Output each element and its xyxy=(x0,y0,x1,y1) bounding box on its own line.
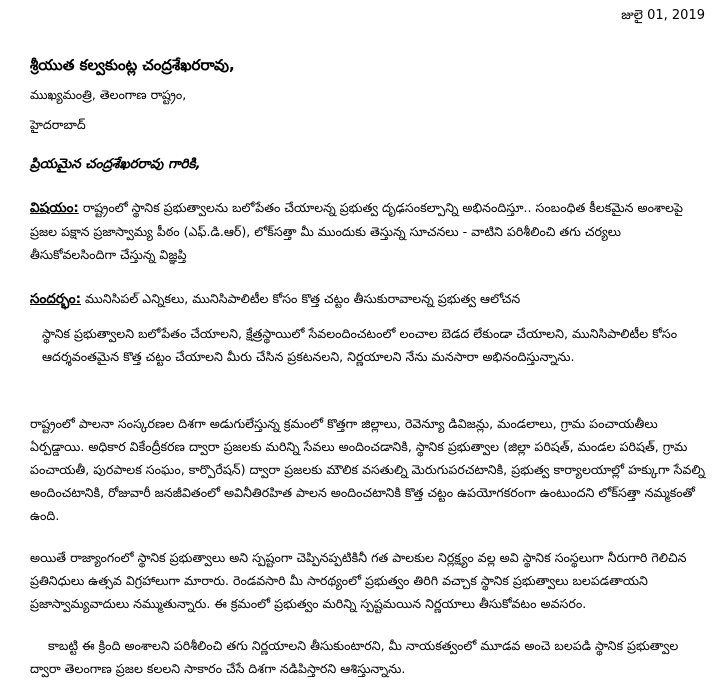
recipient-city: హైదరాబాద్ xyxy=(30,117,86,132)
body-paragraph-3: అయితే రాజ్యాంగంలో స్థానిక ప్రభుత్వాలు అని స్పష్టంగా చెప్పినప్పటికినీ గత పాలకుల నిర్లక్ష్యం వల్ల అవి స్థానిక సంస్థలుగా నీరుగారి గెలిచిన ప్రతినిధులు ఉత్సవ విగ్రహాలుగా మారారు. రెండవసారి మీ సారథ్యంలో ప్రభుత్వం తిరిగి వచ్చాక స్థానిక ప్రభుత్వాలు బలపడతాయని ప్రజాస్వామ్యవాదులు నమ్ముతున్నారు. ఈ క్రమంలో ప్రభుత్వం మరిన్ని స్పష్టమయిన నిర్ణయాలు తీసుకోవటం అవసరం. xyxy=(30,550,687,611)
recipient-name: శ్రీయుత కల్వకుంట్ల చంద్రశేఖరరావు, xyxy=(30,56,235,74)
context-text: మునిసిపల్ ఎన్నికలు, మునిసిపాలిటీల కోసం కొత్త చట్టం తీసుకురావాలన్న ప్రభుత్వ ఆలోచన xyxy=(81,291,521,306)
body-paragraph-2: రాష్ట్రంలో పాలనా సంస్కరణల దిశగా అడుగులేస్తున్న క్రమంలో కొత్తగా జిల్లాలు, రెవెన్యూ డివిజన్లు, మండలాలు, గ్రామ పంచాయతీలు ఏర్పడ్డాయి. అధికార వికేంద్రీకరణ ద్వారా ప్రజలకు మరిన్ని సేవలు అందించడానికి, స్థానిక ప్రభుత్వాల (జిల్లా పరిషత్, మండల పరిషత్, గ్రామ పంచాయతీ, పురపాలక సంఘం, కార్పొరేషన్) ద్వారా ప్రజలకు మౌలిక వసతుల్ని మెరుగుపరచటానికి, ప్రభుత్వ కార్యాలయాల్లో హక్కుగా సేవల్ని అందించటానికి, రోజువారీ జనజీవితంలో అవినీతిరహిత పాలన అందించటానికి కొత్త చట్టం ఉపయోగకరంగా ఉంటుందని లోక్‌సత్తా నమ్మకంతో ఉంది. xyxy=(30,416,705,523)
subject-text: రాష్ట్రంలో స్థానిక ప్రభుత్వాలను బలోపేతం చేయాలన్న ప్రభుత్వ దృఢసంకల్పాన్ని అభినందిస్తూ.. సంబంధిత కీలకమైన అంశాలపై ప్రజల పక్షాన ప్రజాస్వామ్య పీఠం (ఎఫ్.డి.ఆర్), లోక్‌సత్తా మీ ముందుకు తెస్తున్న సూచనలు - వాటిని పరిశీలించి తగు చర్యలు తీసుకోవలసిందిగా చేస్తున్న విజ్ఞప్తి xyxy=(30,200,683,262)
letter-date: జులై 01, 2019 xyxy=(621,8,705,23)
context-block xyxy=(30,288,706,310)
context-label: సందర్భం: xyxy=(30,291,82,307)
salutation: ప్రియమైన చంద్రశేఖరరావు గారికి, xyxy=(30,156,201,172)
body-paragraph-4 xyxy=(30,634,706,680)
subject-label: విషయం: xyxy=(30,200,79,216)
subject-block xyxy=(30,196,706,266)
recipient-designation: ముఖ్యమంత్రి, తెలంగాణ రాష్ట్రం, xyxy=(30,87,187,102)
body-paragraph-1: స్థానిక ప్రభుత్వాలని బలోపేతం చేయాలని, క్షేత్రస్థాయిలో సేవలందించటంలో లంచాల బెడద లేకుండా చేయాలని, మునిసిపాలిటీల కోసం ఆదర్శవంతమైన కొత్త చట్టం చేయాలని మీరు చేసిన ప్రకటనలని, నిర్ణయాలని నేను మనసారా అభినందిస్తున్నాను. xyxy=(42,326,678,364)
body-paragraph-4-text: కాబట్టి ఈ క్రింది అంశాలని పరిశీలించి తగు నిర్ణయాలని తీసుకుంటారని, మీ నాయకత్వంలో మూడవ అంచె బలపడి స్థానిక ప్రభుత్వాల ద్వారా తెలంగాణ ప్రజల కలలని సాకారం చేసే దిశగా నడిపిస్తారని ఆశిస్తున్నాను. xyxy=(30,638,679,676)
